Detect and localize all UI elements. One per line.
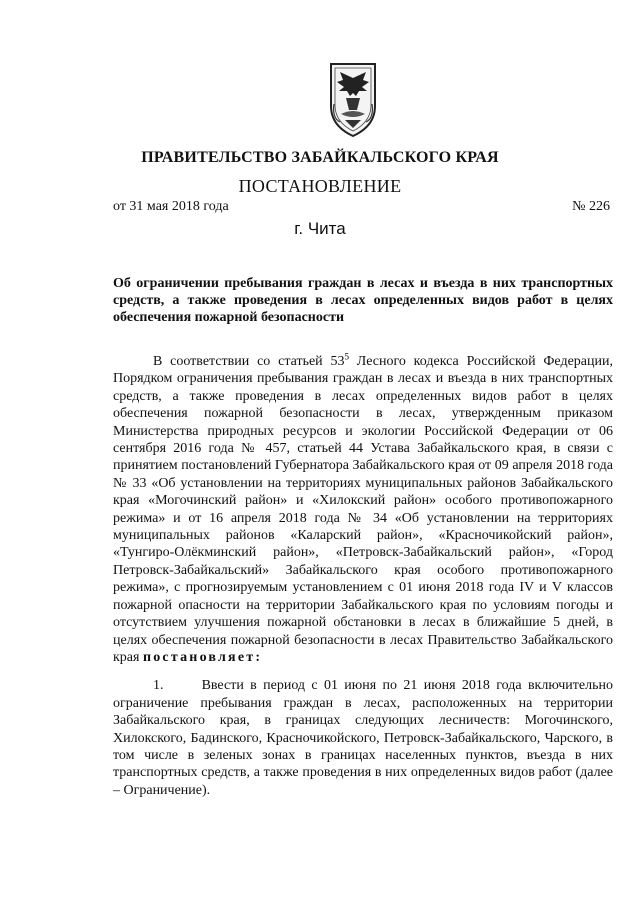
article-superscript: 5 — [344, 351, 349, 362]
preamble-paragraph — [113, 353, 613, 666]
decree-colon: : — [255, 649, 263, 665]
document-number: № 226 — [572, 199, 610, 214]
document-date: от 31 мая 2018 года — [113, 199, 229, 214]
document-body — [113, 353, 613, 799]
clause-1: 1. Ввести в период с 01 июня по 21 июня 2018 года включительно ограничение пребывания граждан в лесах, расположенных на территории Забайкальского края, в границах следующих лесничеств: Могочинского, Хилокского, Бадинского, Красночикойского, Петровск-Забайкальского, Чарского, в том числе в зеленых зонах в границах населенных пунктов, въезда в них транспортных средств, а также проведения в них определенных видов работ (далее – Ограничение). — [113, 678, 613, 798]
preamble-start: В соответствии со статьей 53 — [153, 354, 345, 369]
coat-of-arms-emblem — [326, 60, 380, 140]
decree-word: постановляет — [142, 649, 256, 665]
government-title: ПРАВИТЕЛЬСТВО ЗАБАЙКАЛЬСКОГО КРАЯ — [141, 149, 499, 166]
document-city: г. Чита — [294, 219, 346, 238]
preamble-text: Лесного кодекса Российской Федерации, Порядком ограничения пребывания граждан в лесах и въезда в них транспортных средств, а также проведения в лесах определенных видов работ в целях обеспечения пожарной безопасности в лесах, утвержденным приказом Министерства природных ресурсов и экологии Российской Федерации от 06 сентября 2016 года № 457, статьей 44 Устава Забайкальского края, в связи с принятием постановлений Губернатора Забайкальского края от 09 апреля 2018 года № 33 «Об установлении на территориях муниципальных районов Забайкальского края «Могочинский район» и «Хилокский район» особого противопожарного режима» и от 16 апреля 2018 года № 34 «Об установлении на территориях муниципальных районов «Каларский район», «Красночикойский район», «Тунгиро-Олёкминский район», «Петровск-Забайкальский район», «Город Петровск-Забайкальский» Забайкальского края особого противопожарного режима», с прогнозируемым установлением с 01 июня 2018 года IV и V классов пожарной опасности на территории Забайкальского края по условиям погоды и отсутствием улучшения пожарной обстановки в лесах в ближайшие 5 дней, в целях обеспечения пожарной безопасности в лесах Правительство Забайкальского края — [113, 354, 613, 665]
document-subject: Об ограничении пребывания граждан в лесах и въезда в них транспортных средств, а также проведения в лесах определенных видов работ в целях обеспечения пожарной безопасности — [113, 276, 613, 325]
document-type: ПОСТАНОВЛЕНИЕ — [238, 176, 402, 196]
